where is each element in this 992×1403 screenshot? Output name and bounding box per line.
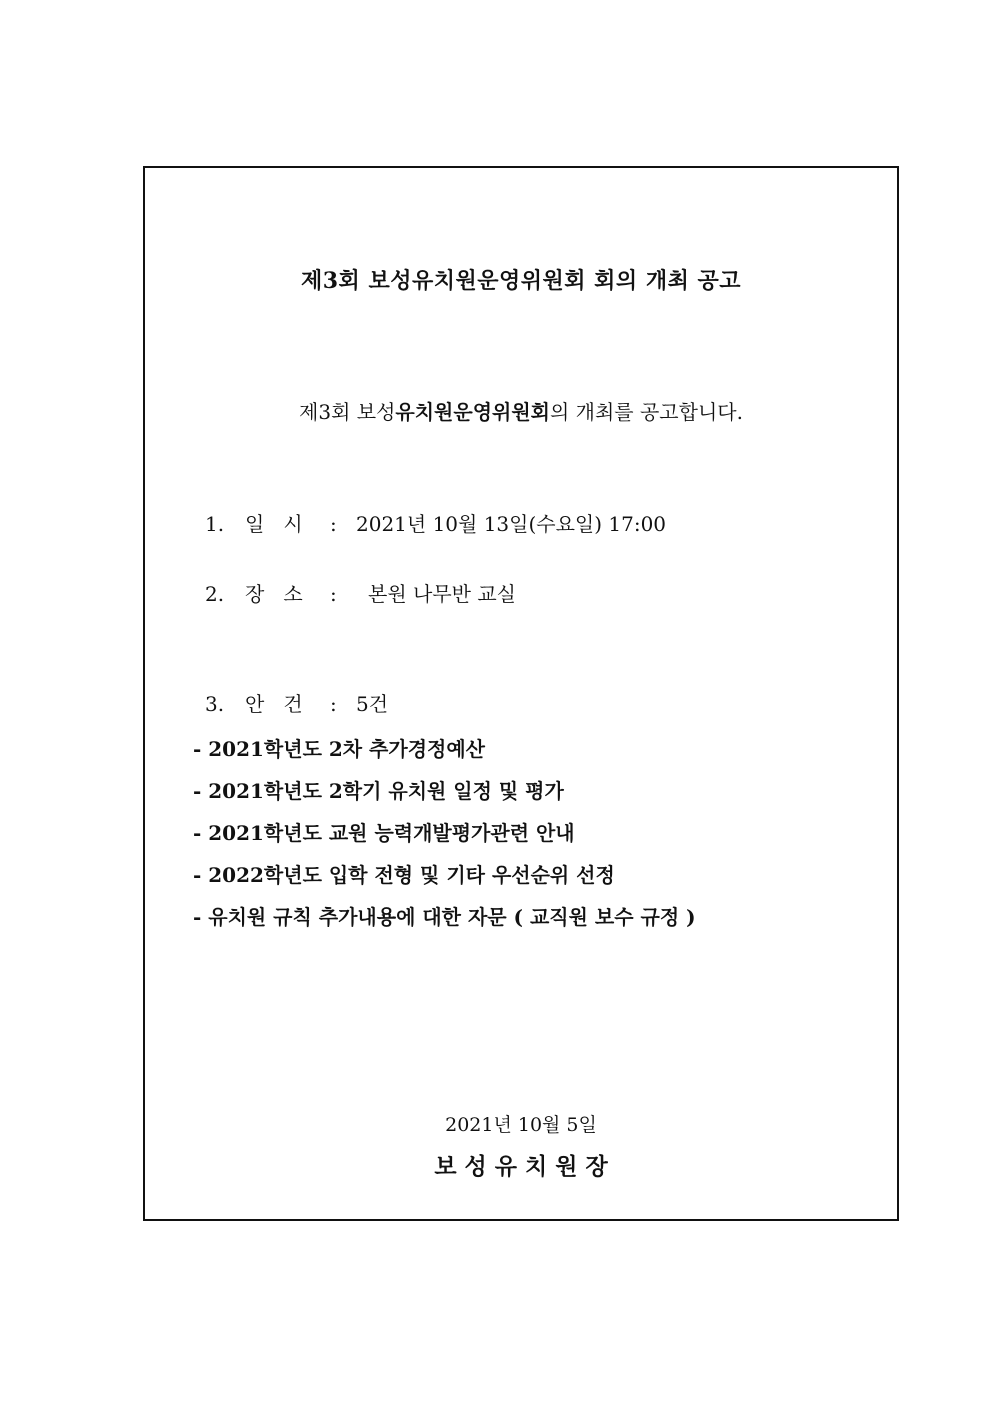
item-separator: : [330,692,337,716]
agenda-item: - 2022학년도 입학 전형 및 기타 우선순위 선정 [193,863,615,887]
info-location [205,578,516,607]
item-label: 일 시 [245,512,303,536]
notice-date: 2021년 10월 5일 [445,1114,597,1136]
agenda-item: - 유치원 규칙 추가내용에 대한 자문 ( 교직원 보수 규정 ) [193,905,696,929]
info-agenda-count [205,688,388,717]
agenda-item: - 2021학년도 2학기 유치원 일정 및 평가 [193,779,564,803]
item-value: 본원 나무반 교실 [368,582,516,606]
notice-intro [145,396,897,425]
notice-title: 제3회 보성유치원운영위원회 회의 개최 공고 [301,268,741,294]
intro-committee-name: 유치원운영위원회 [395,400,550,424]
intro-prefix: 제3회 보성 [299,400,396,424]
info-datetime [205,508,666,537]
agenda-list [193,728,696,938]
notice-signer: 보 성 유 치 원 장 [434,1153,608,1180]
item-number: 1. [205,512,225,536]
item-number: 3. [205,692,225,716]
item-label: 장 소 [245,582,303,606]
item-separator: : [330,512,337,536]
agenda-item: - 2021학년도 교원 능력개발평가관련 안내 [193,821,575,845]
intro-suffix: 의 개최를 공고합니다. [549,400,743,424]
item-label: 안 건 [245,692,303,716]
item-value: 2021년 10월 13일(수요일) 17:00 [356,512,667,536]
notice-frame [143,166,899,1221]
agenda-item: - 2021학년도 2차 추가경정예산 [193,737,485,761]
item-separator: : [330,582,337,606]
item-value: 5건 [356,692,389,716]
item-number: 2. [205,582,225,606]
